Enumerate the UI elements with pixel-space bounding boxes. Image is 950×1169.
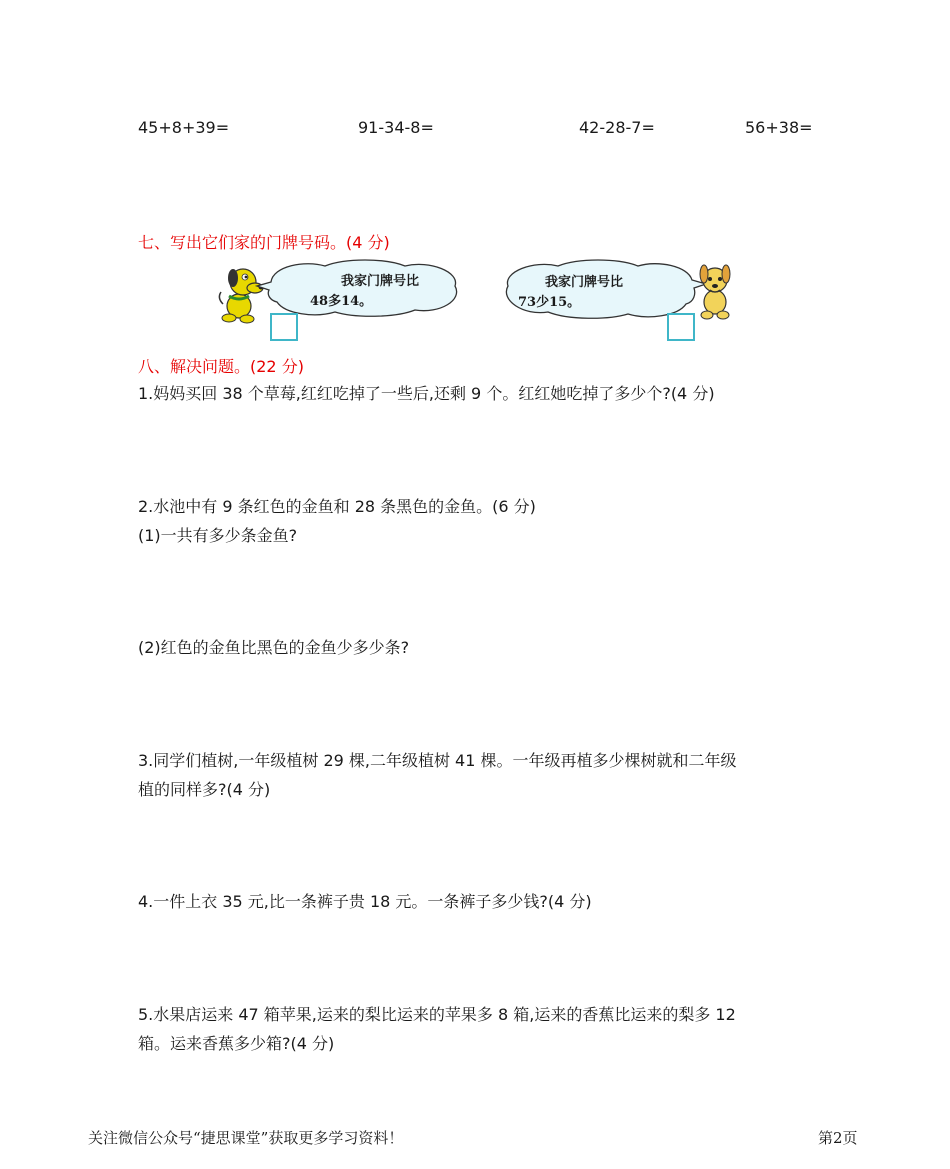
calc-1: 45+8+39= — [138, 118, 230, 137]
question-5-line2: 箱。运来香蕉多少箱?(4 分) — [138, 1034, 335, 1053]
right-bubble-line1: 我家门牌号比 — [545, 275, 624, 290]
dog-right-icon — [698, 262, 732, 320]
answer-box-left[interactable] — [270, 313, 298, 341]
question-3-line1: 3.同学们植树,一年级植树 29 棵,二年级植树 41 棵。一年级再植多少棵树就和二年级 — [138, 751, 737, 770]
section7-title: 七、写出它们家的门牌号码。(4 分) — [138, 233, 390, 252]
question-2-2: (2)红色的金鱼比黑色的金鱼少多少条? — [138, 638, 410, 657]
question-2: 2.水池中有 9 条红色的金鱼和 28 条黑色的金鱼。(6 分) — [138, 497, 536, 516]
left-bubble-line1: 我家门牌号比 — [341, 274, 420, 289]
question-5-line1: 5.水果店运来 47 箱苹果,运来的梨比运来的苹果多 8 箱,运来的香蕉比运来的梨多 12 — [138, 1005, 736, 1024]
question-2-1: (1)一共有多少条金鱼? — [138, 526, 298, 545]
question-3-line2: 植的同样多?(4 分) — [138, 780, 271, 799]
right-bubble-line2: 73少15。 — [518, 295, 581, 310]
calc-2: 91-34-8= — [358, 118, 434, 137]
left-bubble-line2: 48多14。 — [310, 294, 373, 309]
calc-3: 42-28-7= — [579, 118, 655, 137]
answer-box-right[interactable] — [667, 313, 695, 341]
footer-promo: 关注微信公众号“捷思课堂”获取更多学习资料！ — [88, 1129, 404, 1147]
question-1: 1.妈妈买回 38 个草莓,红红吃掉了一些后,还剩 9 个。红红她吃掉了多少个?(4 分) — [138, 384, 715, 403]
page-number: 第2页 — [818, 1129, 858, 1147]
section8-title: 八、解决问题。(22 分) — [138, 357, 304, 376]
question-4: 4.一件上衣 35 元,比一条裤子贵 18 元。一条裤子多少钱?(4 分) — [138, 892, 592, 911]
calc-4: 56+38= — [745, 118, 813, 137]
